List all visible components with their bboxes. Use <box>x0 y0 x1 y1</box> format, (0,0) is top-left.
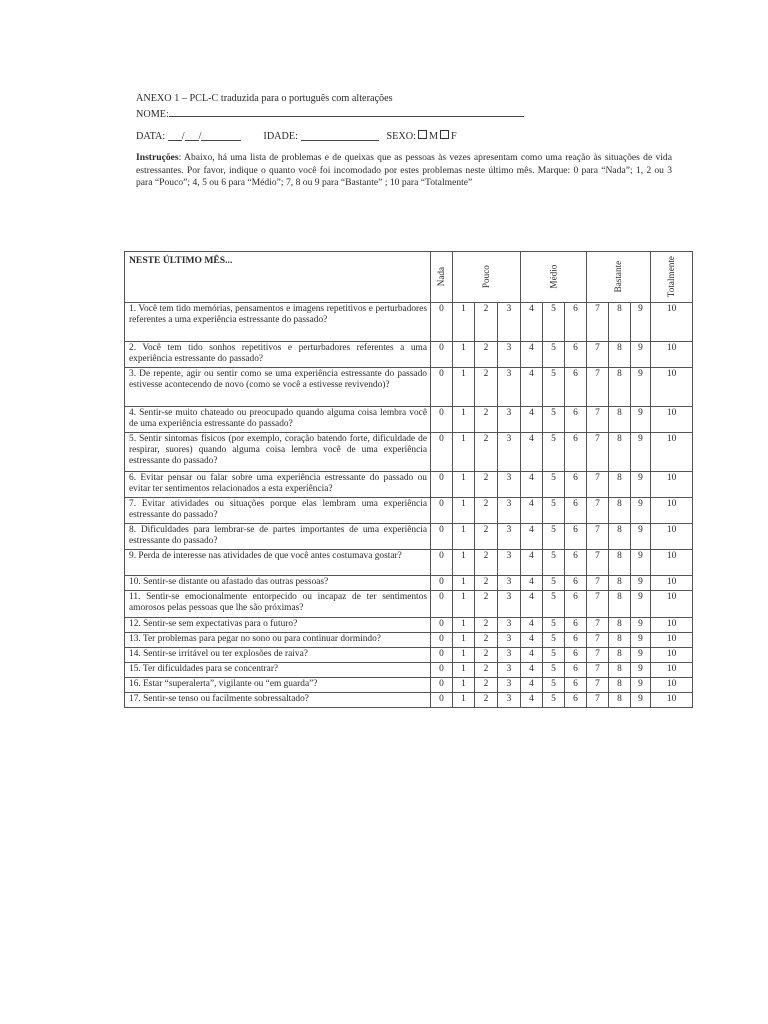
rating-option-9[interactable]: 9 <box>631 433 651 472</box>
sexo-label: SEXO: <box>386 131 416 143</box>
instructions-label: Instruções <box>136 152 179 164</box>
rating-option-10[interactable]: 10 <box>651 524 693 550</box>
question-text: 2. Você tem tido sonhos repetitivos e perturbadores referentes a uma experiência estressante do passado? <box>125 342 431 368</box>
rating-option-6[interactable]: 6 <box>565 472 587 498</box>
rating-option-5[interactable]: 5 <box>543 633 565 648</box>
question-text: 6. Evitar pensar ou falar sobre uma experiência estressante do passado ou evitar ter sentimentos relacionados a esta experiência? <box>125 472 431 498</box>
table-row <box>125 524 693 550</box>
rating-option-2[interactable]: 2 <box>475 433 498 472</box>
rating-option-6[interactable]: 6 <box>565 498 587 524</box>
rating-option-9[interactable]: 9 <box>631 693 651 708</box>
rating-option-3[interactable]: 3 <box>498 663 521 678</box>
rating-option-4[interactable]: 4 <box>521 498 543 524</box>
rating-option-7[interactable]: 7 <box>587 342 609 368</box>
sexo-f-label: F <box>451 131 457 143</box>
rating-option-3[interactable]: 3 <box>498 633 521 648</box>
rating-option-6[interactable]: 6 <box>565 524 587 550</box>
rating-option-6[interactable]: 6 <box>565 342 587 368</box>
rating-option-0[interactable]: 0 <box>431 678 453 693</box>
table-row <box>125 407 693 433</box>
date-separator: / <box>181 131 185 143</box>
rating-option-7[interactable]: 7 <box>587 303 609 342</box>
rating-option-9[interactable]: 9 <box>631 591 651 618</box>
rating-option-5[interactable]: 5 <box>543 524 565 550</box>
rating-option-8[interactable]: 8 <box>609 303 631 342</box>
rating-option-2[interactable]: 2 <box>475 368 498 407</box>
rating-option-3[interactable]: 3 <box>498 342 521 368</box>
rating-option-10[interactable]: 10 <box>651 433 693 472</box>
rating-option-2[interactable]: 2 <box>475 303 498 342</box>
rating-option-10[interactable]: 10 <box>651 550 693 576</box>
sexo-m-label: M <box>428 131 438 143</box>
rating-option-1[interactable]: 1 <box>453 591 475 618</box>
idade-label: IDADE: <box>263 131 298 143</box>
rating-option-5[interactable]: 5 <box>543 433 565 472</box>
rating-option-2[interactable]: 2 <box>475 498 498 524</box>
sexo-f-checkbox[interactable] <box>440 130 449 139</box>
nome-row <box>136 106 676 122</box>
rating-option-1[interactable]: 1 <box>453 407 475 433</box>
rating-option-3[interactable]: 3 <box>498 648 521 663</box>
rating-option-1[interactable]: 1 <box>453 524 475 550</box>
rating-option-7[interactable]: 7 <box>587 648 609 663</box>
rating-option-4[interactable]: 4 <box>521 648 543 663</box>
rating-option-3[interactable]: 3 <box>498 591 521 618</box>
rating-option-6[interactable]: 6 <box>565 618 587 633</box>
rating-option-4[interactable]: 4 <box>521 472 543 498</box>
rating-option-1[interactable]: 1 <box>453 550 475 576</box>
rating-option-2[interactable]: 2 <box>475 550 498 576</box>
rating-option-5[interactable]: 5 <box>543 618 565 633</box>
rating-option-5[interactable]: 5 <box>543 678 565 693</box>
rating-option-5[interactable]: 5 <box>543 342 565 368</box>
rating-option-7[interactable]: 7 <box>587 591 609 618</box>
col-pouco-label: Pouco <box>480 265 491 288</box>
rating-option-6[interactable]: 6 <box>565 368 587 407</box>
question-text: 5. Sentir sintomas físicos (por exemplo, coração batendo forte, dificuldade de respirar, suores) quando alguma coisa lembra você de uma experiência estressante do passado? <box>125 433 431 472</box>
rating-option-8[interactable]: 8 <box>609 368 631 407</box>
question-text: 4. Sentir-se muito chateado ou preocupado quando alguma coisa lembra você de uma experiência estressante do passado? <box>125 407 431 433</box>
rating-option-2[interactable]: 2 <box>475 407 498 433</box>
data-month-field[interactable] <box>185 130 199 141</box>
rating-option-7[interactable]: 7 <box>587 693 609 708</box>
rating-option-10[interactable]: 10 <box>651 368 693 407</box>
rating-option-5[interactable]: 5 <box>543 576 565 591</box>
rating-option-4[interactable]: 4 <box>521 633 543 648</box>
rating-option-1[interactable]: 1 <box>453 472 475 498</box>
rating-option-5[interactable]: 5 <box>543 663 565 678</box>
rating-option-0[interactable]: 0 <box>431 648 453 663</box>
question-text: 7. Evitar atividades ou situações porque elas lembram uma experiência estressante do passado? <box>125 498 431 524</box>
rating-option-3[interactable]: 3 <box>498 303 521 342</box>
rating-option-9[interactable]: 9 <box>631 678 651 693</box>
table-row <box>125 663 693 678</box>
rating-option-0[interactable]: 0 <box>431 368 453 407</box>
rating-option-4[interactable]: 4 <box>521 433 543 472</box>
rating-option-6[interactable]: 6 <box>565 407 587 433</box>
rating-option-5[interactable]: 5 <box>543 472 565 498</box>
rating-option-0[interactable]: 0 <box>431 472 453 498</box>
rating-option-10[interactable]: 10 <box>651 693 693 708</box>
rating-option-9[interactable]: 9 <box>631 303 651 342</box>
question-text: 8. Dificuldades para lembrar-se de partes importantes de uma experiência estressante do passado? <box>125 524 431 550</box>
table-row <box>125 303 693 342</box>
rating-option-2[interactable]: 2 <box>475 342 498 368</box>
rating-option-4[interactable]: 4 <box>521 550 543 576</box>
rating-option-9[interactable]: 9 <box>631 633 651 648</box>
rating-option-0[interactable]: 0 <box>431 303 453 342</box>
data-year-field[interactable] <box>198 130 241 143</box>
rating-option-3[interactable]: 3 <box>498 472 521 498</box>
rating-option-10[interactable]: 10 <box>651 498 693 524</box>
rating-option-9[interactable]: 9 <box>631 648 651 663</box>
rating-option-6[interactable]: 6 <box>565 663 587 678</box>
pcl-table <box>124 251 693 708</box>
table-row <box>125 576 693 591</box>
table-header-row <box>125 252 693 303</box>
table-row <box>125 618 693 633</box>
rating-option-0[interactable]: 0 <box>431 591 453 618</box>
table-row <box>125 498 693 524</box>
rating-option-7[interactable]: 7 <box>587 472 609 498</box>
rating-option-8[interactable]: 8 <box>609 524 631 550</box>
rating-option-0[interactable]: 0 <box>431 407 453 433</box>
col-bastante-label: Bastante <box>612 260 623 293</box>
rating-option-10[interactable]: 10 <box>651 303 693 342</box>
rating-option-1[interactable]: 1 <box>453 633 475 648</box>
rating-option-8[interactable]: 8 <box>609 576 631 591</box>
col-header-bastante <box>587 252 651 303</box>
rating-option-7[interactable]: 7 <box>587 678 609 693</box>
rating-option-2[interactable]: 2 <box>475 618 498 633</box>
rating-option-1[interactable]: 1 <box>453 678 475 693</box>
data-label: DATA: <box>136 131 166 143</box>
rating-option-2[interactable]: 2 <box>475 663 498 678</box>
rating-option-3[interactable]: 3 <box>498 678 521 693</box>
rating-option-0[interactable]: 0 <box>431 633 453 648</box>
rating-option-4[interactable]: 4 <box>521 342 543 368</box>
rating-option-0[interactable]: 0 <box>431 498 453 524</box>
rating-option-0[interactable]: 0 <box>431 342 453 368</box>
rating-option-3[interactable]: 3 <box>498 576 521 591</box>
rating-option-2[interactable]: 2 <box>475 576 498 591</box>
rating-option-3[interactable]: 3 <box>498 498 521 524</box>
rating-option-7[interactable]: 7 <box>587 618 609 633</box>
rating-option-3[interactable]: 3 <box>498 368 521 407</box>
question-text: 12. Sentir-se sem expectativas para o futuro? <box>125 618 431 633</box>
question-text: 11. Sentir-se emocionalmente entorpecido ou incapaz de ter sentimentos amorosos pelas pessoas que lhe são próximas? <box>125 591 431 618</box>
rating-option-10[interactable]: 10 <box>651 342 693 368</box>
rating-option-7[interactable]: 7 <box>587 576 609 591</box>
rating-option-6[interactable]: 6 <box>565 303 587 342</box>
rating-option-8[interactable]: 8 <box>609 433 631 472</box>
rating-option-10[interactable]: 10 <box>651 663 693 678</box>
rating-option-10[interactable]: 10 <box>651 472 693 498</box>
rating-option-8[interactable]: 8 <box>609 550 631 576</box>
date-separator: / <box>198 131 202 143</box>
rating-option-2[interactable]: 2 <box>475 693 498 708</box>
col-header-pouco <box>453 252 521 303</box>
data-day-field[interactable] <box>168 130 182 141</box>
rating-option-6[interactable]: 6 <box>565 591 587 618</box>
rating-option-5[interactable]: 5 <box>543 498 565 524</box>
rating-option-1[interactable]: 1 <box>453 303 475 342</box>
rating-option-1[interactable]: 1 <box>453 663 475 678</box>
rating-option-1[interactable]: 1 <box>453 368 475 407</box>
rating-option-9[interactable]: 9 <box>631 550 651 576</box>
col-header-nada <box>431 252 453 303</box>
rating-option-3[interactable]: 3 <box>498 550 521 576</box>
table-row <box>125 591 693 618</box>
rating-option-6[interactable]: 6 <box>565 433 587 472</box>
rating-option-1[interactable]: 1 <box>453 433 475 472</box>
question-text: 3. De repente, agir ou sentir como se uma experiência estressante do passado estivesse acontecendo de novo (como se você a estivesse revivendo)? <box>125 368 431 407</box>
rating-option-4[interactable]: 4 <box>521 576 543 591</box>
data-idade-sexo-row <box>136 130 676 143</box>
rating-option-10[interactable]: 10 <box>651 648 693 663</box>
question-text: 16. Estar “superalerta”, vigilante ou “em guarda”? <box>125 678 431 693</box>
rating-option-4[interactable]: 4 <box>521 524 543 550</box>
rating-option-8[interactable]: 8 <box>609 498 631 524</box>
col-header-medio <box>521 252 587 303</box>
rating-option-9[interactable]: 9 <box>631 524 651 550</box>
rating-option-1[interactable]: 1 <box>453 498 475 524</box>
rating-option-6[interactable]: 6 <box>565 693 587 708</box>
rating-option-7[interactable]: 7 <box>587 633 609 648</box>
rating-option-10[interactable]: 10 <box>651 618 693 633</box>
rating-option-9[interactable]: 9 <box>631 663 651 678</box>
table-row <box>125 550 693 576</box>
rating-option-0[interactable]: 0 <box>431 433 453 472</box>
col-totalmente-label: Totalmente <box>666 255 676 298</box>
rating-option-9[interactable]: 9 <box>631 498 651 524</box>
rating-option-10[interactable]: 10 <box>651 678 693 693</box>
rating-option-6[interactable]: 6 <box>565 633 587 648</box>
rating-option-7[interactable]: 7 <box>587 524 609 550</box>
table-header-main: NESTE ÚLTIMO MÊS... <box>125 252 431 303</box>
rating-option-7[interactable]: 7 <box>587 433 609 472</box>
rating-option-7[interactable]: 7 <box>587 663 609 678</box>
rating-option-0[interactable]: 0 <box>431 618 453 633</box>
document-header <box>136 93 676 189</box>
rating-option-8[interactable]: 8 <box>609 678 631 693</box>
table-row <box>125 633 693 648</box>
rating-option-1[interactable]: 1 <box>453 342 475 368</box>
rating-option-5[interactable]: 5 <box>543 591 565 618</box>
rating-option-8[interactable]: 8 <box>609 618 631 633</box>
table-row <box>125 472 693 498</box>
table-body <box>125 303 693 708</box>
col-header-totalmente <box>651 252 693 303</box>
rating-option-4[interactable]: 4 <box>521 663 543 678</box>
rating-option-9[interactable]: 9 <box>631 407 651 433</box>
rating-option-5[interactable]: 5 <box>543 550 565 576</box>
rating-option-8[interactable]: 8 <box>609 633 631 648</box>
question-text: 14. Sentir-se irritável ou ter explosões de raiva? <box>125 648 431 663</box>
question-text: 9. Perda de interesse nas atividades de que você antes costumava gostar? <box>125 550 431 576</box>
rating-option-5[interactable]: 5 <box>543 407 565 433</box>
rating-option-5[interactable]: 5 <box>543 303 565 342</box>
document-title: ANEXO 1 – PCL-C traduzida para o português com alterações <box>136 93 393 104</box>
idade-field[interactable] <box>301 130 379 141</box>
question-text: 1. Você tem tido memórias, pensamentos e imagens repetitivos e perturbadores referentes a uma experiência estressante do passado? <box>125 303 431 342</box>
rating-option-9[interactable]: 9 <box>631 342 651 368</box>
nome-label: NOME: <box>136 108 169 120</box>
rating-option-9[interactable]: 9 <box>631 618 651 633</box>
question-text: 17. Sentir-se tenso ou facilmente sobressaltado? <box>125 693 431 708</box>
rating-option-2[interactable]: 2 <box>475 591 498 618</box>
rating-option-3[interactable]: 3 <box>498 407 521 433</box>
rating-option-5[interactable]: 5 <box>543 648 565 663</box>
rating-option-8[interactable]: 8 <box>609 663 631 678</box>
question-text: 10. Sentir-se distante ou afastado das outras pessoas? <box>125 576 431 591</box>
rating-option-4[interactable]: 4 <box>521 407 543 433</box>
table-row <box>125 693 693 708</box>
rating-option-10[interactable]: 10 <box>651 576 693 591</box>
rating-option-9[interactable]: 9 <box>631 368 651 407</box>
rating-option-2[interactable]: 2 <box>475 524 498 550</box>
rating-option-1[interactable]: 1 <box>453 693 475 708</box>
col-nada-label: Nada <box>435 266 446 287</box>
rating-option-0[interactable]: 0 <box>431 524 453 550</box>
table-row <box>125 368 693 407</box>
instructions-text: : Abaixo, há uma lista de problemas e de queixas que as pessoas às vezes apresentam como uma reação às situações de vida estressantes. Por favor, indique o quanto você foi incomodado por estes problemas neste último mês. Marque: 0 para “Nada”; 1, 2 ou 3 para “Pouco”; 4, 5 ou 6 para “Médio”; 7, 8 ou 9 para “Bastante” ; 10 para “Totalmente” <box>136 152 672 188</box>
rating-option-8[interactable]: 8 <box>609 407 631 433</box>
rating-option-5[interactable]: 5 <box>543 693 565 708</box>
rating-option-8[interactable]: 8 <box>609 472 631 498</box>
rating-option-4[interactable]: 4 <box>521 618 543 633</box>
rating-option-7[interactable]: 7 <box>587 407 609 433</box>
rating-option-6[interactable]: 6 <box>565 678 587 693</box>
col-medio-label: Médio <box>547 264 558 289</box>
rating-option-3[interactable]: 3 <box>498 524 521 550</box>
rating-option-2[interactable]: 2 <box>475 678 498 693</box>
rating-option-6[interactable]: 6 <box>565 550 587 576</box>
rating-option-0[interactable]: 0 <box>431 663 453 678</box>
rating-option-0[interactable]: 0 <box>431 576 453 591</box>
sexo-m-checkbox[interactable] <box>418 130 427 139</box>
rating-option-7[interactable]: 7 <box>587 498 609 524</box>
rating-option-1[interactable]: 1 <box>453 648 475 663</box>
rating-option-1[interactable]: 1 <box>453 618 475 633</box>
rating-option-6[interactable]: 6 <box>565 648 587 663</box>
nome-field[interactable] <box>169 106 524 117</box>
rating-option-5[interactable]: 5 <box>543 368 565 407</box>
rating-option-6[interactable]: 6 <box>565 576 587 591</box>
rating-option-2[interactable]: 2 <box>475 648 498 663</box>
rating-option-4[interactable]: 4 <box>521 591 543 618</box>
rating-option-4[interactable]: 4 <box>521 303 543 342</box>
table-row <box>125 342 693 368</box>
rating-option-3[interactable]: 3 <box>498 693 521 708</box>
rating-option-8[interactable]: 8 <box>609 648 631 663</box>
question-text: 15. Ter dificuldades para se concentrar? <box>125 663 431 678</box>
rating-option-0[interactable]: 0 <box>431 550 453 576</box>
rating-option-7[interactable]: 7 <box>587 550 609 576</box>
rating-option-8[interactable]: 8 <box>609 342 631 368</box>
rating-option-10[interactable]: 10 <box>651 407 693 433</box>
table-row <box>125 648 693 663</box>
rating-option-7[interactable]: 7 <box>587 368 609 407</box>
question-text: 13. Ter problemas para pegar no sono ou para continuar dormindo? <box>125 633 431 648</box>
rating-option-9[interactable]: 9 <box>631 576 651 591</box>
rating-option-4[interactable]: 4 <box>521 678 543 693</box>
rating-option-4[interactable]: 4 <box>521 693 543 708</box>
rating-option-8[interactable]: 8 <box>609 591 631 618</box>
rating-option-3[interactable]: 3 <box>498 433 521 472</box>
table-row <box>125 678 693 693</box>
rating-option-9[interactable]: 9 <box>631 472 651 498</box>
rating-option-1[interactable]: 1 <box>453 576 475 591</box>
rating-option-2[interactable]: 2 <box>475 472 498 498</box>
rating-option-4[interactable]: 4 <box>521 368 543 407</box>
rating-option-0[interactable]: 0 <box>431 693 453 708</box>
rating-option-8[interactable]: 8 <box>609 693 631 708</box>
instructions <box>136 152 672 189</box>
rating-option-3[interactable]: 3 <box>498 618 521 633</box>
rating-option-10[interactable]: 10 <box>651 591 693 618</box>
rating-option-2[interactable]: 2 <box>475 633 498 648</box>
table-row <box>125 433 693 472</box>
rating-option-10[interactable]: 10 <box>651 633 693 648</box>
